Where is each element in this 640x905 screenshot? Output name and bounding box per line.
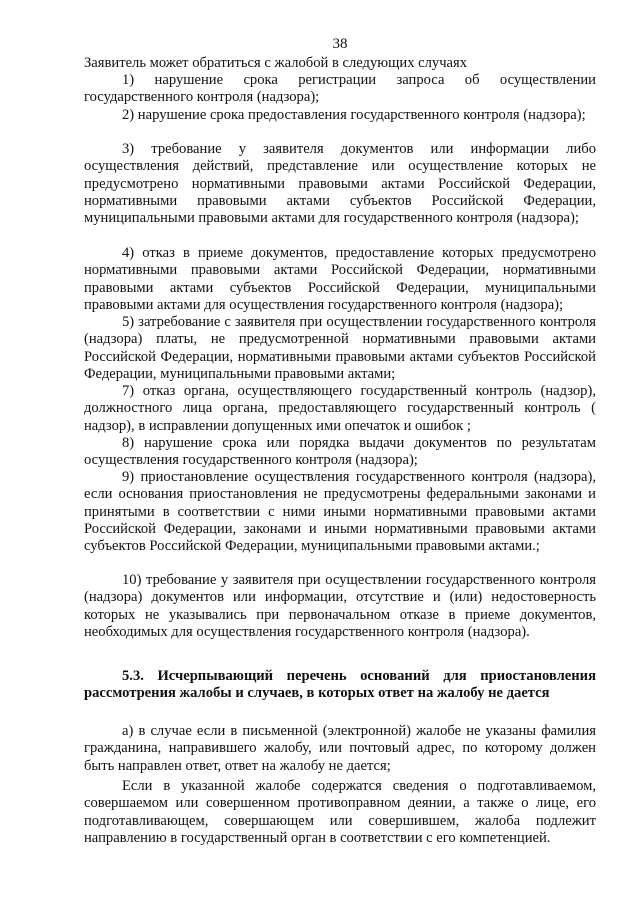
- list-item: 8) нарушение срока или порядка выдачи документов по результатам осуществления государственного контроля (надзора);: [84, 435, 596, 469]
- section-heading: 5.3. Исчерпывающий перечень оснований для приостановления рассмотрения жалобы и случаев, в которых ответ на жалобу не дается: [84, 668, 596, 702]
- paragraph: Если в указанной жалобе содержатся сведения о подготавливаемом, совершаемом или совершенном противоправном деянии, а также о лице, его подготавливающем, совершающем или совершившем, жалоба подлежит направлению в государственный орган в соответствии с его компетенцией.: [84, 778, 596, 846]
- paragraph: а) в случае если в письменной (электронной) жалобе не указаны фамилия гражданина, направившего жалобу, или почтовый адрес, по которому должен быть направлен ответ, ответ на жалобу не дается;: [84, 723, 596, 774]
- list-item: 5) затребование с заявителя при осуществлении государственного контроля (надзора) платы, не предусмотренной нормативными правовыми актами Российской Федерации, нормативными правовыми актами субъектов Российской Федерации, муниципальными правовыми актами;: [84, 314, 596, 382]
- list-item: 7) отказ органа, осуществляющего государственный контроль (надзор), должностного лица органа, предоставляющего государственный контроль ( надзор), в исправлении допущенных ими опечаток и ошибок ;: [84, 383, 596, 434]
- list-item: 9) приостановление осуществления государственного контроля (надзора), если основания приостановления не предусмотрены федеральными законами и принятыми в соответствии с ними иными нормативными правовыми актами Российской Федерации, законами и иными нормативными правовыми актами субъектов Российской Федерации, муниципальными правовыми актами.;: [84, 469, 596, 555]
- list-item: 2) нарушение срока предоставления государственного контроля (надзора);: [122, 107, 586, 123]
- intro-text: Заявитель может обратиться с жалобой в следующих случаях: [84, 55, 468, 71]
- list-item: 1) нарушение срока регистрации запроса об осуществлении государственного контроля (надзора);: [84, 72, 596, 106]
- page-number: 38: [332, 36, 348, 52]
- list-item: 3) требование у заявителя документов или информации либо осуществления действий, представление или осуществление которых не предусмотрено нормативными правовыми актами Российской Федерации, нормативными правовыми актами субъектов Российской Федерации, муниципальными правовыми актами для государственного контроля (надзора);: [84, 141, 596, 227]
- list-item: 4) отказ в приеме документов, предоставление которых предусмотрено нормативными правовыми актами Российской Федерации, нормативными правовыми актами субъектов Российской Федерации, муниципальными правовыми актами для осуществления государственного контроля (надзора);: [84, 245, 596, 313]
- list-item: 10) требование у заявителя при осуществлении государственного контроля (надзора) документов или информации, отсутствие и (или) недостоверность которых не указывались при первоначальном отказе в приеме документов, необходимых для осуществления государственного контроля (надзора).: [84, 572, 596, 640]
